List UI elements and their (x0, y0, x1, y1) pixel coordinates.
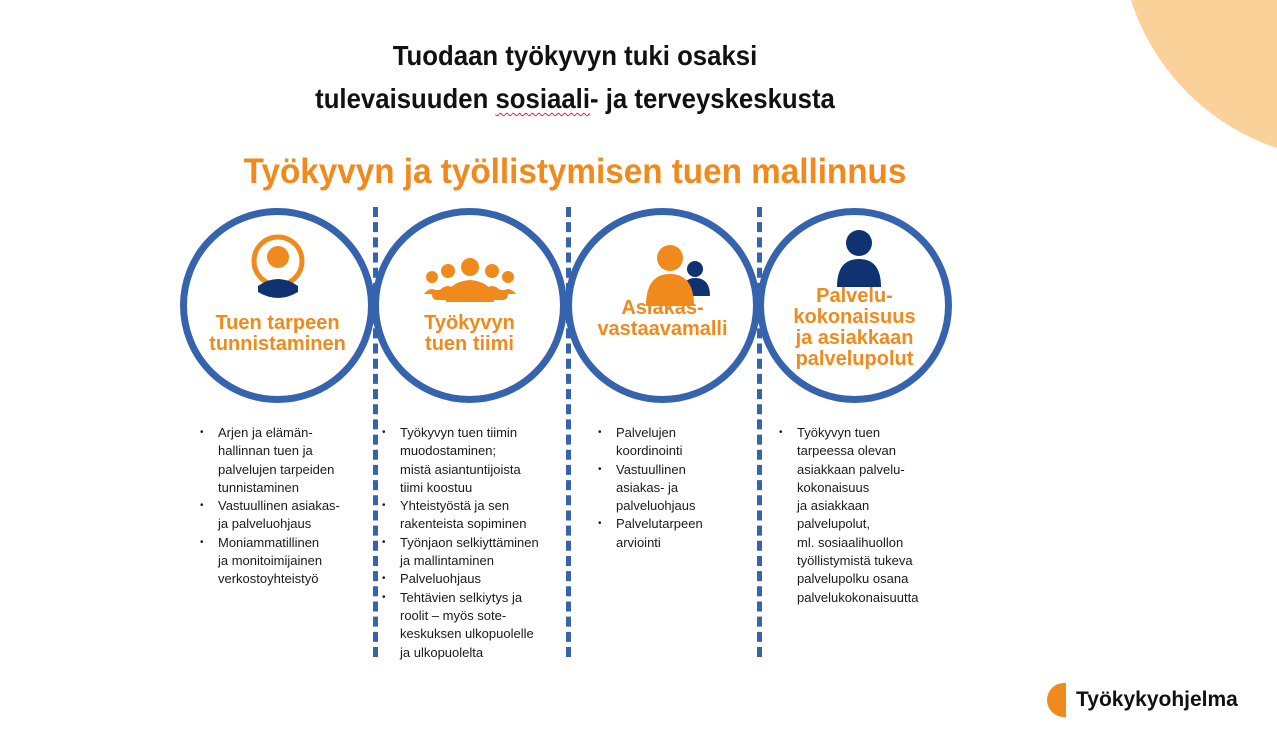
list-item: • Yhteistyöstä ja sen rakenteista sopiminen (382, 497, 539, 534)
page-title-line-2: tulevaisuuden sosiaali- ja terveyskeskusta (315, 83, 835, 114)
step-circle-4 (757, 208, 952, 403)
list-item: • Työkyvyn tuen tarpeessa olevan asiakkaan palvelu- kokonaisuus ja asiakkaan palvelupolut, ml. sosiaalihuollon työllistymistä tukeva palvelupolku osana palvelukokonaisuutta (779, 424, 918, 607)
bullet-list-4 (779, 424, 918, 607)
bullet-list-1 (200, 424, 340, 589)
person-in-circle-icon (249, 232, 307, 314)
diagram-subtitle: Työkyvyn ja työllistymisen tuen mallinnus (243, 152, 907, 191)
bullet-list-3 (598, 424, 703, 552)
list-item: • Palveluohjaus (382, 570, 539, 588)
step-heading-2: Työkyvyn tuen tiimi (424, 312, 515, 355)
step-heading-1: Tuen tarpeen tunnistaminen (209, 312, 346, 355)
corner-decoration (1120, 0, 1277, 160)
brand-name: Työkykyohjelma (1076, 688, 1238, 711)
list-item: • Työkyvyn tuen tiimin muodostaminen; mistä asiantuntijoista tiimi koostuu (382, 424, 539, 497)
list-item: • Vastuullinen asiakas- ja palveluohjaus (598, 461, 703, 516)
bullet-list-2 (382, 424, 539, 662)
step-circle-2 (372, 208, 567, 403)
step-circle-1 (180, 208, 375, 403)
list-item: • Vastuullinen asiakas- ja palveluohjaus (200, 497, 340, 534)
step-circle-3 (565, 208, 760, 403)
half-circle-logo-icon (1047, 683, 1066, 717)
step-heading-4: Palvelu- kokonaisuus ja asiakkaan palvelupolut (793, 285, 916, 370)
list-item: • Työnjaon selkiyttäminen ja mallintaminen (382, 534, 539, 571)
team-group-icon (424, 256, 516, 302)
page-title-line-1: Tuodaan työkyvyn tuki osaksi (392, 40, 758, 71)
list-item: • Palvelujen koordinointi (598, 424, 703, 461)
list-item: • Arjen ja elämän- hallinnan tuen ja palvelujen tarpeiden tunnistaminen (200, 424, 340, 497)
list-item: • Palvelutarpeen arviointi (598, 515, 703, 552)
list-item: • Moniammatillinen ja monitoimijainen verkostoyhteistyö (200, 534, 340, 589)
spellcheck-word: sosiaali (495, 83, 590, 114)
person-icon (836, 229, 882, 287)
list-item: • Tehtävien selkiytys ja roolit – myös sote- keskuksen ulkopuolelle ja ulkopuolelta (382, 589, 539, 662)
step-heading-3: Asiakas- vastaavamalli (597, 297, 728, 340)
